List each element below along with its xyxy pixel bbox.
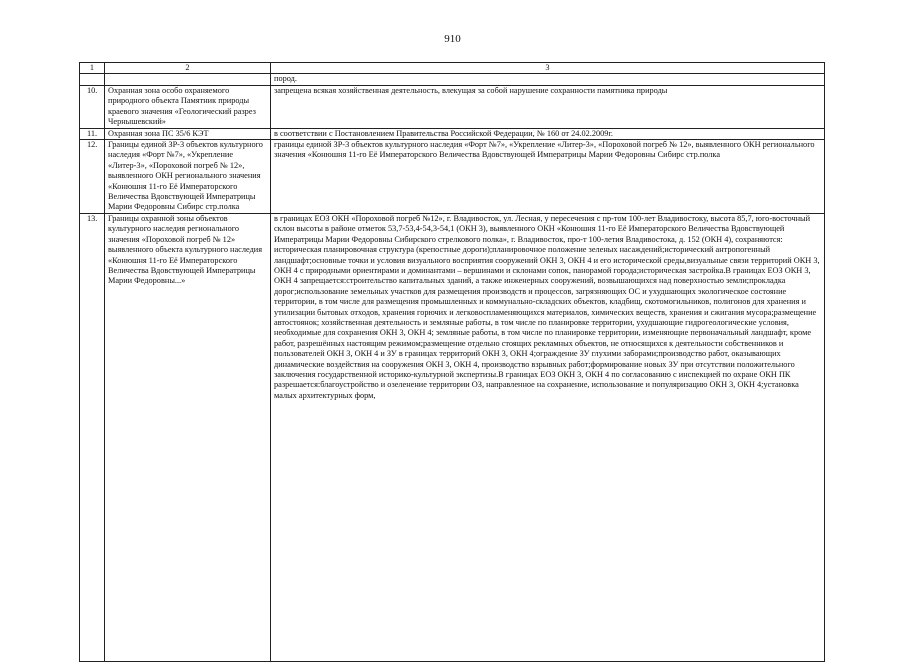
table-row bbox=[80, 213, 825, 661]
zone-description: в соответствии с Постановлением Правительства Российской Федерации, № 160 от 24.02.2009г. bbox=[271, 128, 825, 139]
row-number: 10. bbox=[80, 86, 105, 129]
zone-name: Охранная зона особо охраняемого природного объекта Памятник природы краевого значения «Геологический разрез Чернышевский» bbox=[105, 86, 271, 129]
zone-description: в границах ЕОЗ ОКН «Пороховой погреб №12», г. Владивосток, ул. Лесная, у пересечения с пр-том 100-лет Владивостоку, высота 85,7, юго-восточный склон высоты в районе отметок 53,7-53,4-54,3-54,1 (ОКН 3), выявленного ОКН «Конюшня 11-го Её Императорского Величества Вдовствующей Императрицы Марии Федоровны Сибирского стрелкового полка», г. Владивосток, про-т 100-летия Владивостока, д. 152 (ОКН 4), сохраняются: историческая планировочная структура (крепостные дороги);планировочное положение зеленых насаждений;исторический антропогенный ландшафт;основные точки и условия визуального восприятия сооружений ОКН 3, ОКН 4 и его исторической среды,визуальные связи территорий ОКН 3, ОКН 4 с природными ориентирами и доминантами – вершинами и склонами сопок, панорамой города;историческая застройка.В границах ЕОЗ ОКН 3, ОКН 4 запрещается:строительство капитальных зданий, а также инженерных сооружений, возвышающихся над поверхностью земли;прокладка дорог;использование земельных участков для размещения производств и процессов, загрязняющих ОС и ухудшающих экологическое состояние территории, в том числе для размещения промышленных и коммунально-складских объектов, кладбищ, скотомогильников, полигонов для хранения и утилизации бытовых отходов, хранения горючих и легковоспламеняющихся материалов, химических веществ, хранения и сжигания мусора;размещение автостоянок; хозяйственная деятельность и земляные работы, в том числе по планировке территории, ухудшающие гидрогеологические условия, необходимые для сохранения ОКН 3, ОКН 4; земляные работы, в том числе по планировке территории, изменяющие первоначальный ландшафт, кроме работ, разрешённых настоящим режимом;размещение отдельно стоящих рекламных объектов, не относящихся к деятельности собственников и пользователей ОКН 3, ОКН 4 и ЗУ в границах территорий ОКН 3, ОКН 4;ограждение ЗУ глухими заборами;производство работ, оказывающих динамические воздействия на сооружения ОКН 3, ОКН 4, производство взрывных работ;формирование новых ЗУ при отсутствии положительного заключения государственной историко-культурной экспертизы.В границах ЕОЗ ОКН 3, ОКН 4 по согласованию с инспекцией по охране ОКН ПК разрешается:благоустройство и озеленение территории ОЗ, направленное на сохранение, использование и популяризацию ОКН 3, ОКН 4;установка малых архитектурных форм, bbox=[271, 213, 825, 661]
row-number: 13. bbox=[80, 213, 105, 661]
table-row bbox=[80, 140, 825, 214]
table-header-row bbox=[80, 63, 825, 74]
zone-description: пород. bbox=[271, 74, 825, 86]
zones-table bbox=[79, 62, 825, 662]
row-number: 11. bbox=[80, 128, 105, 139]
zone-description: запрещена всякая хозяйственная деятельность, влекущая за собой нарушение сохранности памятника природы bbox=[271, 86, 825, 129]
zone-name: Границы охранной зоны объектов культурного наследия регионального значения «Пороховой погреб № 12» выявленного объекта культурного наследия «Конюшня 11-го Её Императорского Величества Вдовствующей Императрицы Марии Федоровны...» bbox=[105, 213, 271, 661]
row-number bbox=[80, 74, 105, 86]
zone-description: границы единой ЗР-3 объектов культурного наследия «Форт №7», «Укрепление «Литер-3», «Пороховой погреб № 12», выявленного ОКН регионального значения «Конюшня 11-го Её Императорского Величества Вдовствующей Императрицы Марии Федоровны Сибирс стр.полка bbox=[271, 140, 825, 214]
column-header-1: 1 bbox=[80, 63, 105, 74]
column-header-2: 2 bbox=[105, 63, 271, 74]
page-number: 910 bbox=[444, 33, 461, 45]
column-header-3: 3 bbox=[271, 63, 825, 74]
table-row bbox=[80, 86, 825, 129]
zone-name: Границы единой ЗР-3 объектов культурного наследия «Форт №7», «Укрепление «Литер-3», «Пороховой погреб № 12», выявленного ОКН регионального значения «Конюшня 11-го Её Императорского Величества Вдовствующей Императрицы Марии Федоровны Сибирс стр.полка bbox=[105, 140, 271, 214]
row-number: 12. bbox=[80, 140, 105, 214]
zone-name: Охранная зона ПС 35/6 КЭТ bbox=[105, 128, 271, 139]
zone-name bbox=[105, 74, 271, 86]
table-row bbox=[80, 74, 825, 86]
table-row bbox=[80, 128, 825, 139]
